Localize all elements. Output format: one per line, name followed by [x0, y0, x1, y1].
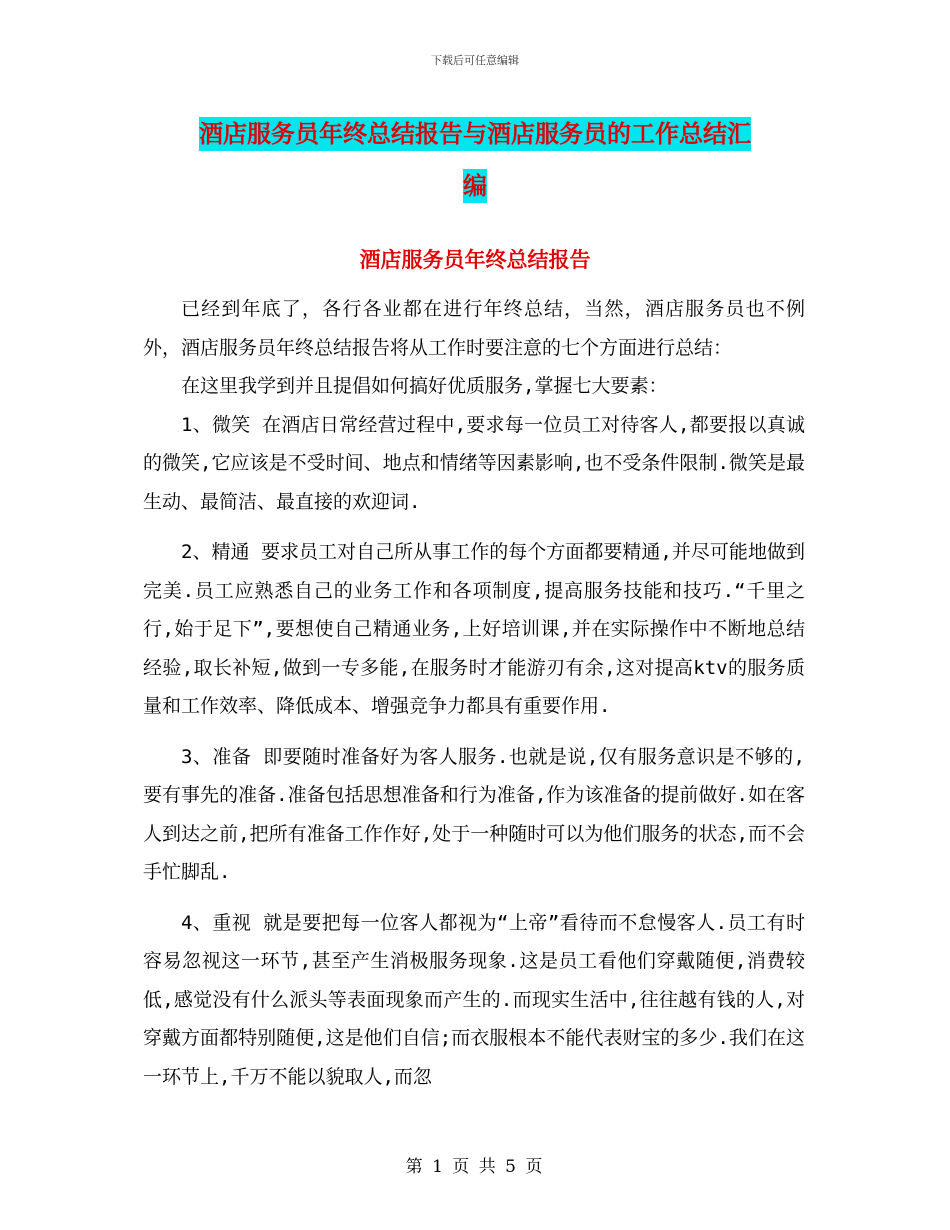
- page-footer: 第 1 页 共 5 页: [405, 1157, 545, 1177]
- paragraph-intro: 已经到年底了，各行各业都在进行年终总结，当然，酒店服务员也不例外，酒店服务员年终总结报告将从工作时要注意的七个方面进行总结：: [143, 298, 805, 359]
- title-line-2: 编: [463, 169, 487, 203]
- body-text: [143, 290, 805, 1096]
- section-title: 酒店服务员年终总结报告: [359, 248, 591, 272]
- title-line-1: 酒店服务员年终总结报告与酒店服务员的工作总结汇: [199, 117, 751, 151]
- document-title: [0, 108, 950, 212]
- paragraph-preparation: 3、准备 即要随时准备好为客人服务.也就是说,仅有服务意识是不够的,要有事先的准备.准备包括思想准备和行为准备,作为该准备的提前做好.如在客人到达之前,把所有准备工作作好,处于一种随时可以为他们服务的状态,而不会手忙脚乱.: [143, 745, 805, 883]
- paragraph-proficiency: 2、精通 要求员工对自己所从事工作的每个方面都要精通,并尽可能地做到完美.员工应熟悉自己的业务工作和各项制度,提高服务技能和技巧.“千里之行,始于足下”,要想使自己精通业务,上好培训课,并在实际操作中不断地总结经验,取长补短,做到一专多能,在服务时才能游刃有余,这对提高ktv的服务质量和工作效率、降低成本、增强竞争力都具有重要作用.: [143, 541, 805, 717]
- paragraph-smile: 1、微笑 在酒店日常经营过程中,要求每一位员工对待客人,都要报以真诚的微笑,它应该是不受时间、地点和情绪等因素影响,也不受条件限制.微笑是最生动、最简洁、最直接的欢迎词.: [143, 413, 805, 513]
- paragraph-elements: 在这里我学到并且提倡如何搞好优质服务,掌握七大要素：: [181, 375, 668, 397]
- header-note: 下载后可任意编辑: [431, 54, 519, 67]
- paragraph-attention: 4、重视 就是要把每一位客人都视为“上帝”看待而不怠慢客人.员工有时容易忽视这一环节,甚至产生消极服务现象.这是员工看他们穿戴随便,消费较低,感觉没有什么派头等表面现象而产生的.而现实生活中,往往越有钱的人,对穿戴方面都特别随便,这是他们自信;而衣服根本不能代表财宝的多少.我们在这一环节上,千万不能以貌取人,而忽: [143, 911, 805, 1088]
